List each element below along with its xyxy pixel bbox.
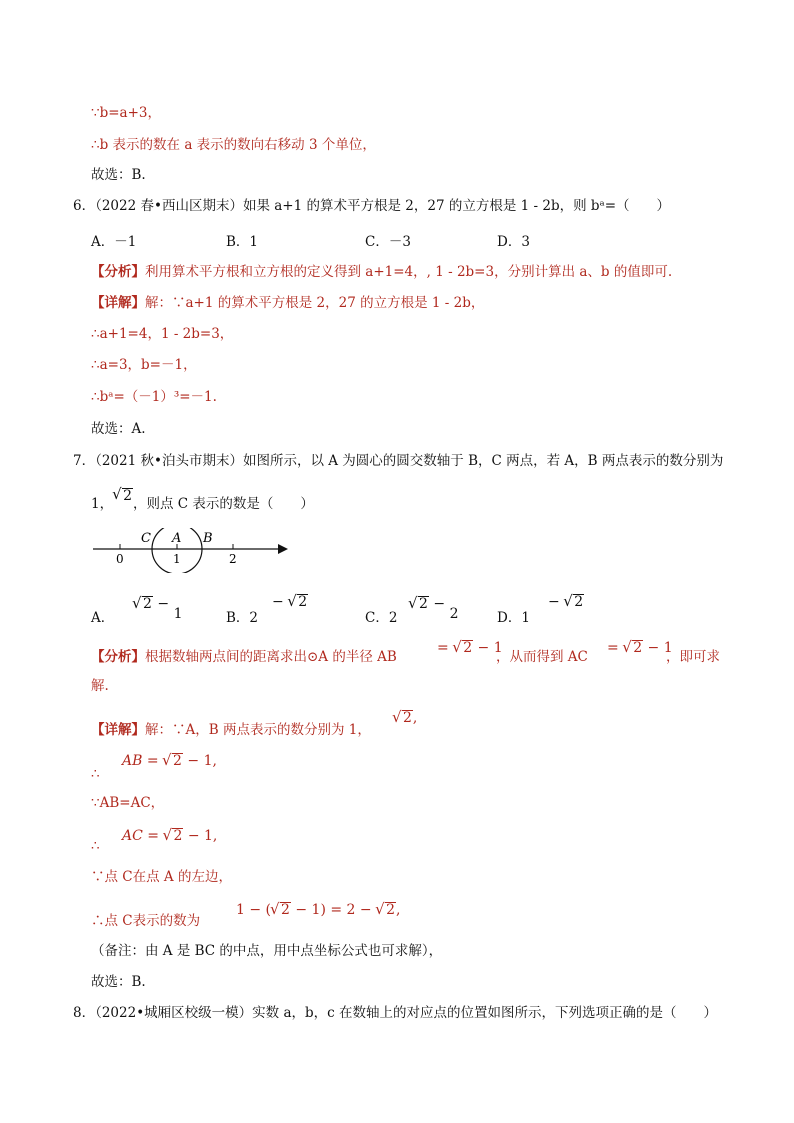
c-value-label: ∴点 C表示的数为 (91, 913, 201, 929)
label-c: C (141, 531, 151, 546)
q7-stem-line1: 7．（2021 秋•泊头市期末）如图所示，以 A 为圆心的圆交数轴于 B，C 两点，若 A，B 两点表示的数分别为 (73, 453, 724, 469)
q6-option-c: C．－3 (365, 234, 411, 250)
q6-detail (91, 294, 484, 312)
q7-option-d-expr: − √ 2 (548, 594, 584, 610)
q7-option-c-expr: √ 2 − 2 (409, 596, 458, 612)
label-b: B (203, 531, 213, 546)
q6-option-a: A．－1 (91, 234, 137, 250)
ac-equation: AC = √ 2 − 1, (122, 828, 217, 844)
q7-option-a-label: A． (91, 610, 115, 626)
ab-radius-expr: = √ 2 − 1 (437, 640, 503, 656)
q6-stem: 6．（2022 春•西山区期末）如果 a+1 的算术平方根是 2，27 的立方根是 1 - 2b，则 bᵃ=（ ） (73, 198, 671, 214)
stem-suffix: ，则点 C 表示的数是（ ） (133, 496, 314, 512)
detail-tag: 【详解】 (91, 295, 145, 311)
q7-option-b-expr: − √ 2 (272, 594, 308, 610)
q6-step-1: ∴a+1=4，1 - 2b=3， (91, 326, 234, 342)
c-left-of-a: ∵点 C在点 A 的左边， (91, 869, 232, 885)
q7-analysis-line1 (91, 648, 397, 666)
detail-text: 解：∵A，B 两点表示的数分别为 1， (145, 722, 371, 738)
q6-step-3: ∴bᵃ=（－1）³=－1. (91, 389, 217, 405)
therefore-2: ∴ (91, 838, 100, 854)
ac-radius-expr: = √ 2 − 1 (607, 640, 673, 656)
label-2: 2 (229, 552, 237, 566)
axis-arrow (278, 544, 288, 554)
analysis-text-2: ，从而得到 AC (496, 649, 588, 665)
q6-option-d: D．3 (497, 234, 530, 250)
analysis-tag: 【分析】 (91, 649, 145, 665)
q8-stem: 8．（2022•城厢区校级一模）实数 a，b，c 在数轴上的对应点的位置如图所示，下列选项正确的是（ ） (73, 1005, 717, 1021)
detail-sqrt2: √ 2, (393, 710, 417, 726)
q7-option-c-label: C．2 (365, 610, 398, 626)
number-line-figure (88, 528, 293, 573)
detail-text: 解：∵a+1 的算术平方根是 2，27 的立方根是 1 - 2b， (145, 295, 485, 311)
q6-option-b: B．1 (226, 234, 259, 250)
line-b-shift: ∴b 表示的数在 a 表示的数向右移动 3 个单位， (91, 137, 376, 153)
analysis-text-4: 解. (91, 678, 109, 694)
detail-tag: 【详解】 (91, 722, 145, 738)
label-1: 1 (173, 552, 181, 566)
q7-detail-line (91, 721, 371, 739)
because-ab-ac: ∵AB=AC， (91, 795, 165, 811)
q6-step-2: ∴a=3，b=－1， (91, 357, 197, 373)
label-a: A (172, 531, 182, 546)
q7-option-a-expr: √ 2 − 1 (133, 596, 182, 612)
c-value-expr: 1 − (√ 2 − 1) = 2 − √ 2, (236, 902, 400, 918)
q7-choose: 故选：B. (91, 974, 146, 990)
q7-option-d-label: D．1 (497, 610, 530, 626)
therefore-1: ∴ (91, 766, 100, 782)
analysis-text: 利用算术平方根和立方根的定义得到 a+1=4，, 1 - 2b=3，分别计算出 a、b 的值即可. (145, 264, 673, 280)
remark: （备注：由 A 是 BC 的中点，用中点坐标公式也可求解）， (91, 943, 443, 959)
q7-option-b-label: B．2 (226, 610, 259, 626)
label-0: 0 (116, 552, 124, 566)
stem-prefix: 1， (91, 496, 114, 512)
analysis-text-1: 根据数轴两点间的距离求出⊙A 的半径 AB (145, 649, 397, 665)
line-b-equals: ∵b=a+3， (91, 105, 161, 121)
q6-choose: 故选：A. (91, 421, 146, 437)
q7-stem-line2 (91, 488, 314, 513)
q6-analysis (91, 263, 672, 281)
ab-equation: AB = √ 2 − 1, (122, 753, 217, 769)
analysis-tag: 【分析】 (91, 264, 145, 280)
line-choose-b: 故选：B. (91, 167, 146, 183)
analysis-text-3: ，即可求 (666, 649, 720, 665)
sqrt2-symbol: √ 2 (113, 487, 133, 505)
